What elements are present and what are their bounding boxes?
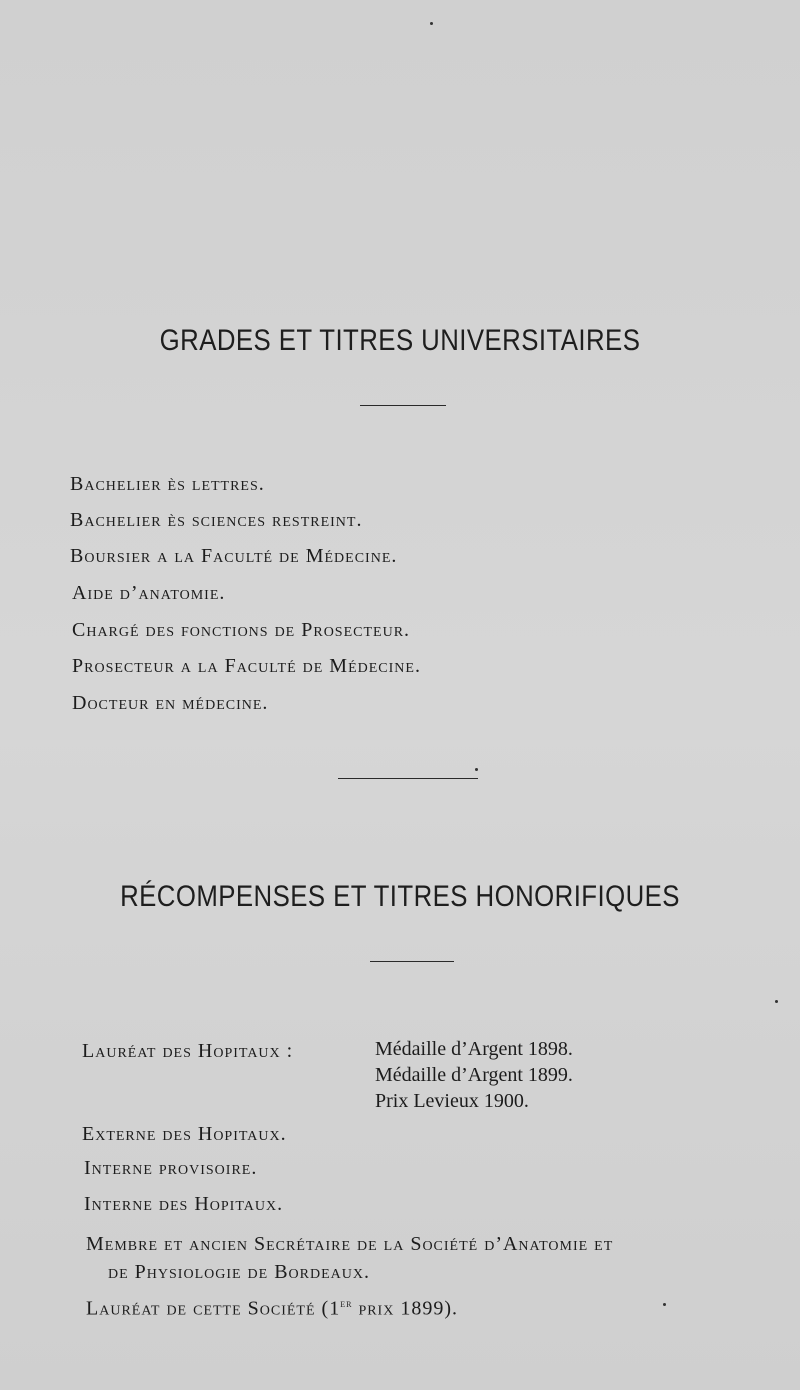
award-entry: Médaille d’Argent 1898. [375,1038,573,1060]
membre-line-1: Membre et ancien Secrétaire de la Société d’Anatomie et [86,1233,614,1255]
grade-item: Bachelier ès sciences restreint. [70,509,363,531]
paper-speck [663,1303,666,1306]
section-title-recompenses: RÉCOMPENSES ET TITRES HONORIFIQUES [120,880,680,913]
grade-item: Boursier a la Faculté de Médecine. [70,545,398,567]
grade-item: Docteur en médecine. [72,692,269,714]
membre-line-2: de Physiologie de Bordeaux. [108,1261,370,1283]
laureat-societe-line [86,1296,458,1321]
title-underline-rule [370,961,454,962]
title-item: Interne provisoire. [84,1157,258,1179]
paper-speck [430,22,433,25]
paper-speck [475,768,478,771]
award-entry: Médaille d’Argent 1899. [375,1064,573,1086]
ordinal-superscript: er [340,1296,353,1310]
grade-item: Aide d’anatomie. [72,582,226,604]
laureat-societe-prefix: Lauréat de cette Société (1 [86,1297,341,1320]
laureat-hopitaux-label: Lauréat des Hopitaux : [82,1040,294,1062]
section-separator-rule [338,778,478,779]
grade-item: Bachelier ès lettres. [70,473,265,495]
title-item: Externe des Hopitaux. [82,1123,287,1145]
section-title-grades: GRADES ET TITRES UNIVERSITAIRES [159,324,641,357]
grade-item: Chargé des fonctions de Prosecteur. [72,619,411,641]
title-underline-rule [360,405,446,406]
award-entry: Prix Levieux 1900. [375,1090,529,1112]
paper-speck [775,1000,778,1003]
grade-item: Prosecteur a la Faculté de Médecine. [72,655,421,677]
laureat-societe-suffix: prix 1899). [352,1297,458,1320]
title-item: Interne des Hopitaux. [84,1193,284,1215]
